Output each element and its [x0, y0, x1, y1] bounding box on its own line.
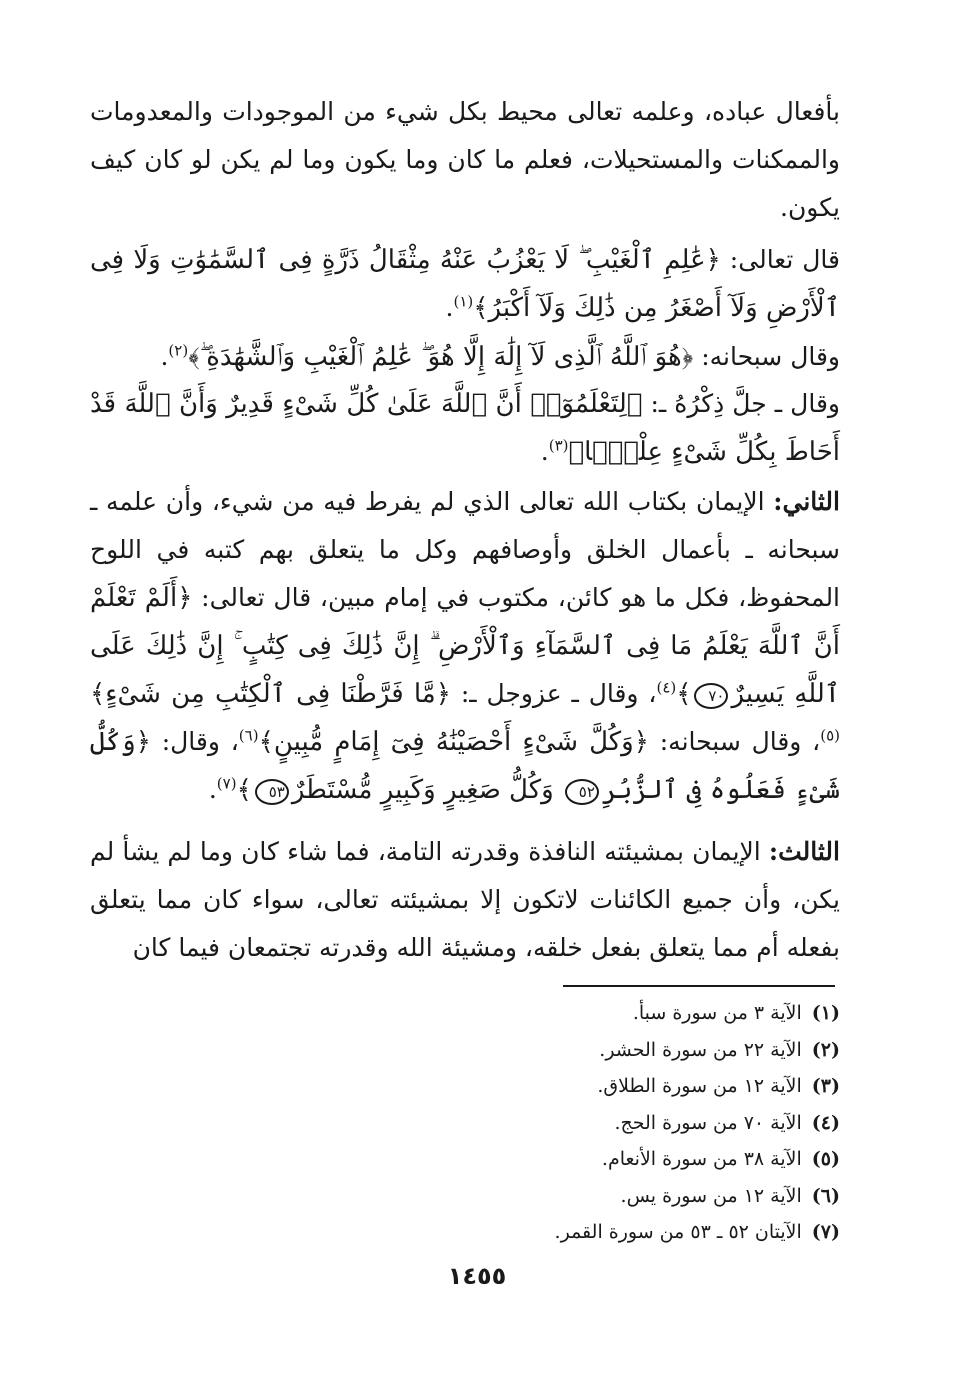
footnote-item	[420, 1068, 840, 1105]
quran-verse: ﴿مَّا فَرَّطْنَا فِى ٱلْكِتَٰبِ مِن شَىْءٍ﴾	[90, 679, 451, 709]
footnotes-list	[420, 995, 840, 1251]
footnote-number: (٣)	[811, 1075, 840, 1097]
body-text: ، وقال:	[150, 727, 239, 756]
footnote-reference: (٥)	[820, 726, 840, 745]
ayah-number-marker: ٧٠	[694, 683, 728, 709]
footnote-reference: (٢)	[168, 341, 189, 360]
section-lead: الثاني:	[773, 487, 840, 516]
paragraph-text: وقال ـ جلَّ ذِكْرُهُ ـ: ﴿لِتَعْلَمُوٓا۟ أَنَّ ٱللَّهَ عَلَىٰ كُلِّ شَىْءٍ قَدِيرٌ وَأَنَّ ٱللَّهَ قَدْ أَحَاطَ بِكُلِّ شَىْءٍ عِلْمًۢا﴾$^{(٣)}$.	[90, 389, 840, 467]
footnote-text: الآية ٧٠ من سورة الحج.	[614, 1111, 802, 1134]
footnote-number: (٧)	[811, 1221, 840, 1243]
footnote-number: (٦)	[811, 1184, 840, 1207]
paragraph-text	[90, 828, 840, 972]
footnote-text: الآية ١٢ من سورة الطلاق.	[597, 1075, 802, 1097]
quran-verse: وَكُلُّ صَغِيرٍ وَكَبِيرٍ مُّسْتَطَرٌ	[291, 775, 562, 805]
footnote-text: الآية ٣٨ من سورة الأنعام.	[601, 1148, 802, 1170]
quran-verse: ﴿أَلَمْ تَعْلَمْ أَنَّ ٱللَّهَ يَعْلَمُ مَا فِى ٱلسَّمَآءِ وَٱلْأَرْضِ ۗ إِنَّ ذَٰلِكَ فِى كِتَٰبٍ ۚ إِنَّ ذَٰلِكَ عَلَى ٱللَّهِ يَسِيرٌ	[90, 583, 840, 709]
verse-intro: قال تعالى:	[720, 245, 840, 274]
paragraph-text: الثاني: الإيمان بكتاب الله تعالى الذي لم يفرط فيه من شيء، وأن علمه ـ سبحانه ـ بأعمال الخلق وأوصافهم وكل ما يتعلق بهم كتبه في اللوح المحفوظ، فكل ما هو كائن، مكتوب في إمام مبين، قال تعالى: ﴿أَلَمْ تَعْلَمْ أَنَّ ٱللَّهَ يَعْلَمُ مَا فِى ٱلسَّمَآءِ وَٱلْأَرْضِ ۗ إِنَّ ذَٰلِكَ فِى كِتَٰبٍ ۚ إِنَّ ذَٰلِكَ عَلَى ٱللَّهِ يَسِيرٌ٧٠﴾$^{(٤)}$، وقال ـ عزوجل ـ: ﴿مَّا فَرَّطْنَا فِى ٱلْكِتَٰبِ مِن شَىْءٍ﴾$^{(٥)}$، وقال سبحانه: ﴿وَكُلَّ شَىْءٍ أَحْصَيْنَٰهُ فِىٓ إِمَامٍ مُّبِينٍ﴾$^{(٦)}$، وقال: ﴿وَكُلُّ شَىْءٍ فَعَلُوهُ فِى ٱلزُّبُرِ٥٢ وَكُلُّ صَغِيرٍ وَكَبِيرٍ مُّسْتَطَرٌ٥٣﴾$^{(٧)}$.	[90, 487, 841, 805]
paragraph-verse-talaq	[90, 380, 840, 476]
verse-intro: وقال سبحانه:	[693, 342, 840, 371]
footnote-item	[420, 1178, 840, 1215]
quran-verse: ﴿وَكُلُّ شَىْءٍ فَعَلُوهُ فِى ٱلزُّبُرِ	[90, 727, 840, 805]
footnote-text: الآيتان ٥٢ ـ ٥٣ من سورة القمر.	[554, 1221, 802, 1243]
footnote-text: الآية ٣ من سورة سبأ.	[632, 1002, 802, 1024]
paragraph-second-pillar	[90, 478, 840, 814]
footnote-item	[420, 1214, 840, 1251]
footnote-number: (٢)	[811, 1038, 840, 1061]
ayah-number-marker: ٥٣	[255, 779, 289, 805]
section-lead: الثالث:	[768, 837, 840, 866]
footnote-item	[420, 995, 840, 1032]
footnote-reference: (٤)	[656, 678, 677, 697]
verse-intro: وقال ـ جلَّ ذِكْرُهُ ـ:	[642, 389, 840, 418]
body-text: ، وقال سبحانه:	[648, 727, 821, 756]
footnote-reference: (٦)	[238, 726, 259, 745]
footnote-text: الآية ١٢ من سورة يس.	[620, 1184, 802, 1207]
footnote-reference: (١)	[453, 292, 474, 311]
footnote-item	[420, 1032, 840, 1069]
paragraph-verse-saba	[90, 236, 840, 332]
footnote-number: (٤)	[811, 1111, 840, 1134]
footnote-item	[420, 1105, 840, 1142]
paragraph-text: بأفعال عباده، وعلمه تعالى محيط بكل شيء من الموجودات والمعدومات والممكنات والمستحيلات، فعلم ما كان وما يكون وما لم يكن لو كان كيف يكون.	[90, 97, 840, 222]
verse-close-bracket: ﴾	[236, 775, 252, 805]
quran-verse: ﴿لِتَعْلَمُوٓا۟ أَنَّ ٱللَّهَ عَلَىٰ كُلِّ شَىْءٍ قَدِيرٌ وَأَنَّ ٱللَّهَ قَدْ أَحَاطَ بِكُلِّ شَىْءٍ عِلْمًۢا﴾	[90, 389, 840, 467]
quran-verse: ﴿وَكُلَّ شَىْءٍ أَحْصَيْنَٰهُ فِىٓ إِمَامٍ مُّبِينٍ﴾	[258, 727, 649, 757]
body-text: الإيمان بمشيئته النافذة وقدرته التامة، فما شاء كان وما لم يشأ لم يكن، وأن جميع الكائنات لاتكون إلا بمشيئته تعالى، سواء كان مما يتعلق بفعله أم مما يتعلق بفعل خلقه، ومشيئة الله وقدرته تجتمعان فيما كان	[90, 837, 840, 962]
footnote-item	[420, 1141, 840, 1178]
footnote-text: الآية ٢٢ من سورة الحشر.	[599, 1038, 802, 1061]
paragraph-text: وقال سبحانه: ﴿هُوَ ٱللَّهُ ٱلَّذِى لَآ إِلَٰهَ إِلَّا هُوَ ۖ عَٰلِمُ ٱلْغَيْبِ وَٱلشَّهَٰدَةِ ۖ﴾$^{(٢)}$.	[160, 341, 840, 372]
paragraph-third-pillar	[90, 828, 840, 972]
ayah-number-marker: ٥٢	[565, 779, 599, 805]
page-number: ١٤٥٥	[447, 1262, 507, 1290]
footnote-reference: (٧)	[216, 774, 237, 793]
paragraph-verse-hashr	[90, 333, 840, 381]
footnote-number: (١)	[811, 1002, 840, 1024]
paragraph-knowledge-intro	[90, 88, 840, 232]
verse-close-bracket: ﴾	[676, 679, 692, 709]
footnote-number: (٥)	[811, 1148, 840, 1170]
footnote-divider	[563, 985, 835, 987]
paragraph-text: قال تعالى: ﴿عَٰلِمِ ٱلْغَيْبِ ۖ لَا يَعْزُبُ عَنْهُ مِثْقَالُ ذَرَّةٍ فِى ٱلسَّمَٰوَٰتِ وَلَا فِى ٱلْأَرْضِ وَلَآ أَصْغَرُ مِن ذَٰلِكَ وَلَآ أَكْبَرُ﴾$^{(١)}$.	[90, 245, 840, 323]
quran-verse: ﴿هُوَ ٱللَّهُ ٱلَّذِى لَآ إِلَٰهَ إِلَّا هُوَ ۖ عَٰلِمُ ٱلْغَيْبِ وَٱلشَّهَٰدَةِ ۖ﴾	[188, 342, 694, 372]
body-text: ، وقال ـ عزوجل ـ:	[450, 679, 657, 708]
footnote-reference: (٣)	[548, 436, 569, 455]
body-text: الإيمان بكتاب الله تعالى الذي لم يفرط فيه من شيء، وأن علمه ـ سبحانه ـ بأعمال الخلق وأوصافهم وكل ما يتعلق بهم كتبه في اللوح المحفوظ، فكل ما هو كائن، مكتوب في إمام مبين، قال تعالى:	[90, 487, 841, 612]
quran-verse: ﴿عَٰلِمِ ٱلْغَيْبِ ۖ لَا يَعْزُبُ عَنْهُ مِثْقَالُ ذَرَّةٍ فِى ٱلسَّمَٰوَٰتِ وَلَا فِى ٱلْأَرْضِ وَلَآ أَصْغَرُ مِن ذَٰلِكَ وَلَآ أَكْبَرُ﴾	[90, 245, 840, 323]
